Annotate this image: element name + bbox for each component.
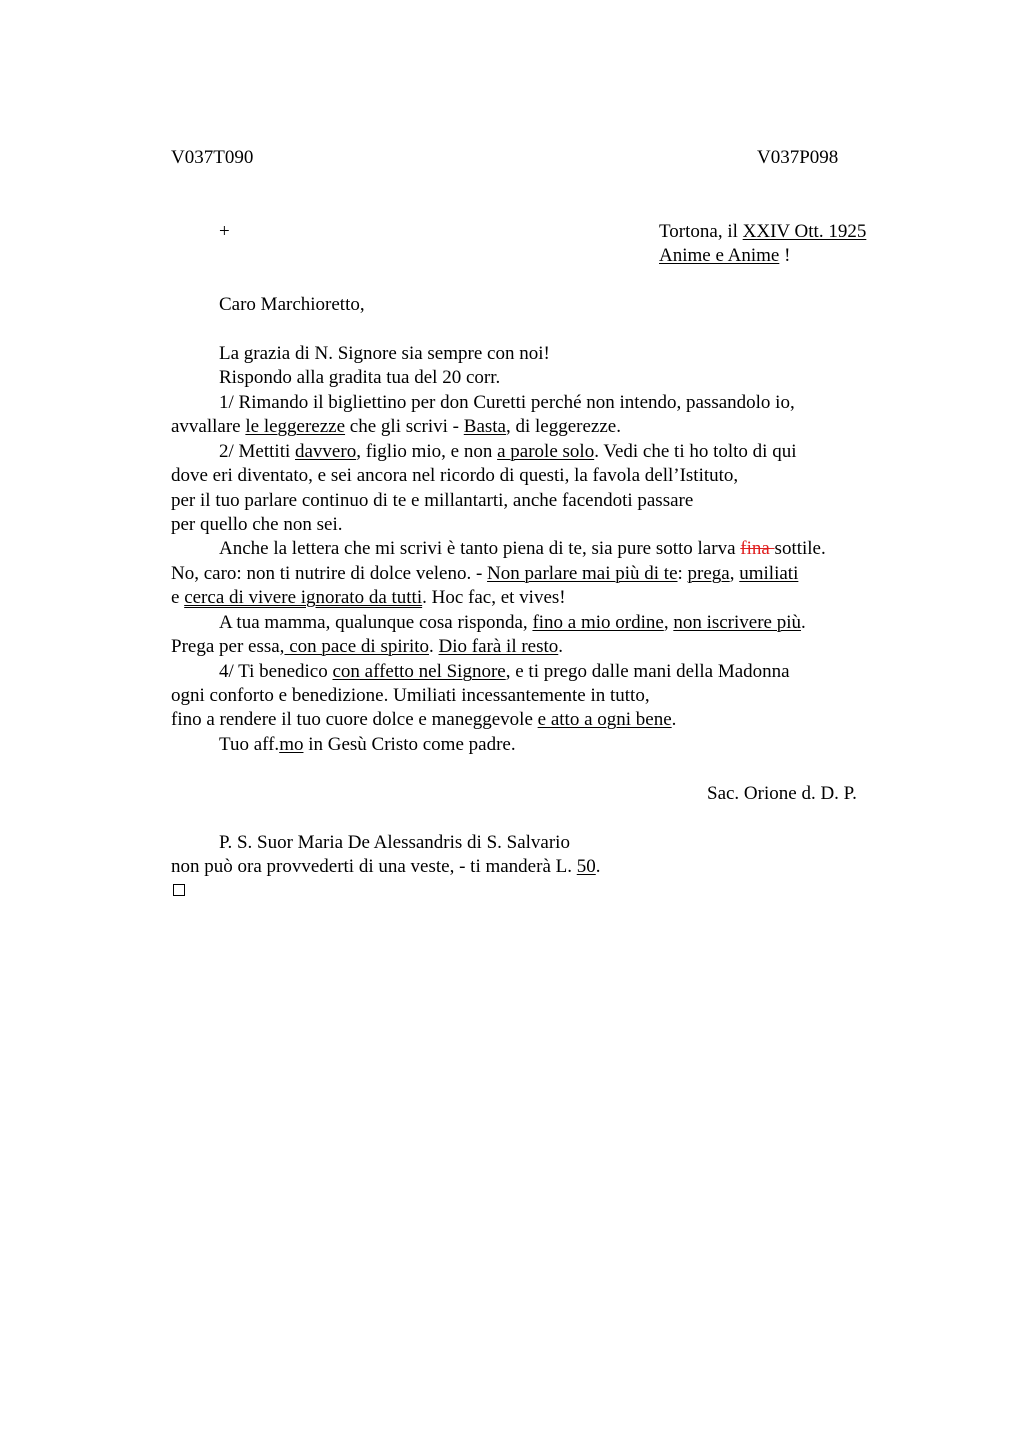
body-line-7: per il tuo parlare continuo di te e millantarti, anche facendoti passare [171, 490, 694, 511]
text-segment: . [558, 636, 564, 657]
text-segment: A tua mamma, qualunque cosa risponda, [219, 612, 533, 633]
body-line-4 [171, 415, 621, 439]
archive-code-left: V037T090 [171, 147, 254, 168]
archive-code-right: V037P098 [757, 147, 839, 168]
body-line-8: per quello che non sei. [171, 514, 343, 535]
text-segment: . Hoc fac, et vives! [422, 587, 566, 608]
text-segment: Prega per essa, [171, 636, 285, 657]
text-segment: che gli scrivi - [345, 416, 464, 437]
text-segment: sottile. [774, 538, 826, 559]
signature: Sac. Orione d. D. P. [707, 783, 857, 804]
body-line-11 [171, 586, 566, 610]
underlined-segment: e atto a ogni bene [537, 709, 672, 730]
underlined-amount: 50 [576, 856, 596, 877]
underlined-segment: Basta [463, 416, 506, 437]
text-segment: . Vedi che ti ho tolto di qui [594, 441, 797, 462]
body-line-13 [171, 635, 563, 659]
struck-out-word: fina [740, 538, 775, 559]
underlined-segment: mo [279, 734, 304, 755]
body-line-5 [219, 440, 797, 464]
body-line-9 [219, 537, 826, 561]
underlined-segment: a parole solo [497, 441, 595, 462]
text-segment: . [671, 709, 677, 730]
underlined-segment: davvero [295, 441, 357, 462]
body-line-17 [219, 733, 516, 757]
text-segment: . [429, 636, 439, 657]
place-prefix: Tortona, il [659, 221, 743, 242]
text-segment: e [171, 587, 185, 608]
text-segment: , e ti prego dalle mani della Madonna [505, 661, 790, 682]
underlined-segment: fino a mio ordine [532, 612, 664, 633]
text-segment: , [663, 612, 674, 633]
cross-mark: + [219, 221, 230, 242]
body-line-2: Rispondo alla gradita tua del 20 corr. [219, 367, 501, 388]
underlined-segment: prega [687, 563, 730, 584]
text-segment: . [801, 612, 806, 633]
postscript-line-1: P. S. Suor Maria De Alessandris di S. Salvario [219, 832, 570, 853]
text-segment: , [729, 563, 740, 584]
double-underlined-segment: cerca di vivere ignorato da tutti [184, 587, 423, 608]
text-segment: avvallare [171, 416, 246, 437]
motto: Anime e Anime [659, 245, 780, 266]
text-segment: in Gesù Cristo come padre. [303, 734, 516, 755]
body-line-10 [171, 562, 798, 586]
underlined-segment: le leggerezze [245, 416, 346, 437]
body-line-12 [219, 611, 806, 635]
text-segment: fino a rendere il tuo cuore dolce e maneggevole [171, 709, 538, 730]
text-segment: , figlio mio, e non [356, 441, 498, 462]
body-line-6: dove eri diventato, e sei ancora nel ricordo di questi, la favola dell’Istituto, [171, 465, 739, 486]
underlined-segment: Non parlare mai più di te [487, 563, 678, 584]
text-segment: Tuo aff. [219, 734, 280, 755]
postscript-line-2 [171, 855, 601, 879]
text-segment: non può ora provvederti di una veste, - ti manderà L. [171, 856, 577, 877]
text-segment: 4/ Ti benedico [219, 661, 333, 682]
underlined-segment: con affetto nel Signore [332, 661, 506, 682]
letter-date: XXIV Ott. 1925 [742, 221, 867, 242]
body-line-15: ogni conforto e benedizione. Umiliati incessantemente in tutto, [171, 685, 650, 706]
underlined-segment: con pace di spirito [284, 636, 430, 657]
body-line-3: 1/ Rimando il bigliettino per don Curetti perché non intendo, passandolo io, [219, 392, 795, 413]
body-line-1: La grazia di N. Signore sia sempre con noi! [219, 343, 550, 364]
text-segment: . [595, 856, 601, 877]
motto-line [659, 244, 790, 268]
end-mark-square-icon [173, 884, 185, 896]
text-segment: No, caro: non ti nutrire di dolce veleno. - [171, 563, 488, 584]
motto-suffix: ! [779, 245, 791, 266]
body-line-16 [171, 708, 676, 732]
text-segment: 2/ Mettiti [219, 441, 295, 462]
place-date [659, 220, 866, 244]
underlined-segment: Dio farà il resto [438, 636, 559, 657]
text-segment: , di leggerezze. [505, 416, 621, 437]
text-segment: Anche la lettera che mi scrivi è tanto piena di te, sia pure sotto larva [219, 538, 741, 559]
body-line-14 [219, 660, 790, 684]
underlined-segment: umiliati [739, 563, 799, 584]
underlined-segment: non iscrivere più [673, 612, 802, 633]
salutation: Caro Marchioretto, [219, 294, 365, 315]
text-segment: : [677, 563, 688, 584]
